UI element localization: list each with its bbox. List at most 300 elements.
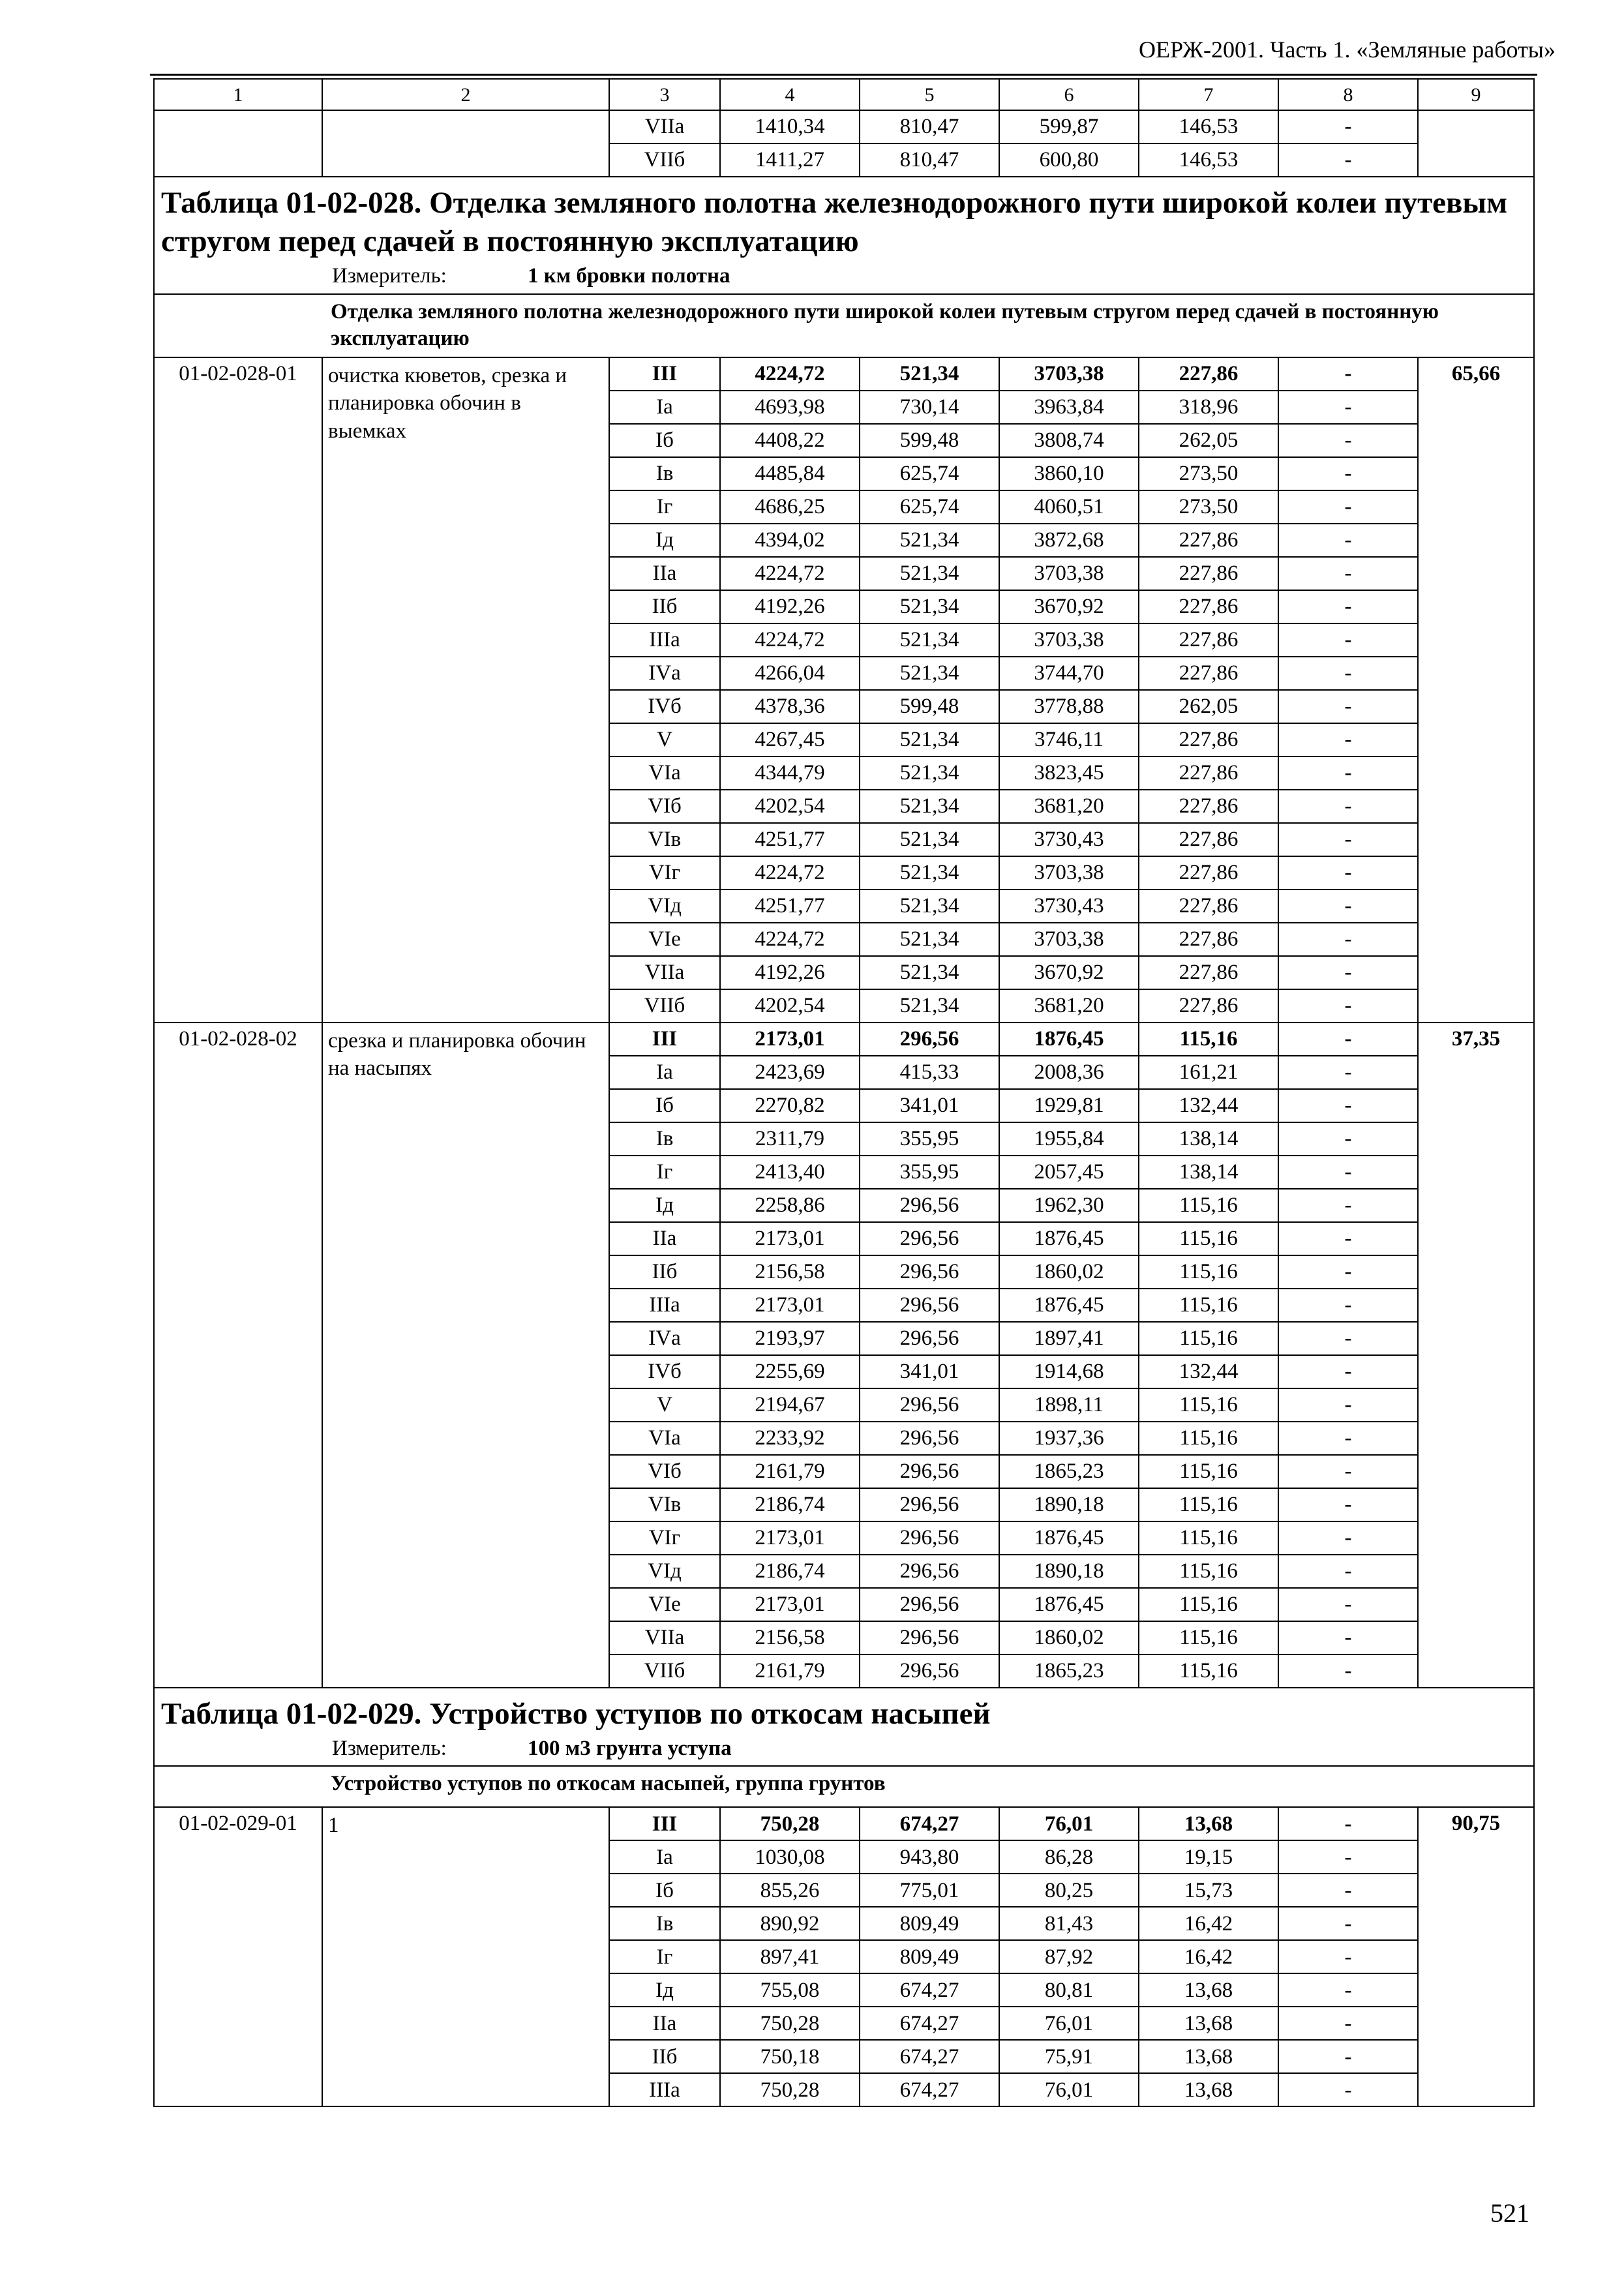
machinist-wage-cell: 115,16 [1139,1521,1278,1555]
materials-cost-cell: - [1278,1156,1418,1189]
machine-cost-cell: 1890,18 [999,1488,1139,1521]
machinist-wage-cell: 262,05 [1139,424,1278,457]
machinist-wage-cell: 115,16 [1139,1023,1278,1056]
total-cost-cell: 4224,72 [720,623,860,657]
total-cost-cell: 750,28 [720,2007,860,2040]
materials-cost-cell: - [1278,524,1418,557]
total-cost-cell: 2161,79 [720,1455,860,1488]
machinist-wage-cell: 115,16 [1139,1488,1278,1521]
machinist-wage-cell: 227,86 [1139,823,1278,856]
materials-cost-cell: - [1278,1973,1418,2007]
machinist-wage-cell: 15,73 [1139,1874,1278,1907]
region-group-cell: VIIа [609,1621,720,1654]
total-cost-cell: 750,28 [720,1807,860,1840]
total-cost-cell: 4202,54 [720,790,860,823]
region-group-cell: VIд [609,1555,720,1588]
page-number: 521 [1490,2198,1529,2228]
machine-cost-cell: 3670,92 [999,590,1139,623]
materials-cost-cell: - [1278,1455,1418,1488]
total-cost-cell: 2186,74 [720,1555,860,1588]
region-group-cell: Iб [609,424,720,457]
machine-cost-cell: 1955,84 [999,1122,1139,1156]
column-number: 5 [860,79,999,110]
labor-cost-cell: 521,34 [860,923,999,956]
materials-cost-cell: - [1278,1189,1418,1222]
machinist-wage-cell: 115,16 [1139,1388,1278,1422]
materials-cost-cell: - [1278,2073,1418,2106]
machine-cost-cell: 75,91 [999,2040,1139,2073]
total-cost-cell: 897,41 [720,1940,860,1973]
machinist-wage-cell: 273,50 [1139,457,1278,490]
total-cost-cell: 750,18 [720,2040,860,2073]
labor-cost-cell: 521,34 [860,557,999,590]
labor-cost-cell: 809,49 [860,1907,999,1940]
materials-cost-cell: - [1278,1654,1418,1688]
machinist-wage-cell: 115,16 [1139,1455,1278,1488]
machinist-wage-cell: 227,86 [1139,557,1278,590]
machinist-wage-cell: 115,16 [1139,1654,1278,1688]
machinist-wage-cell: 115,16 [1139,1222,1278,1255]
column-number: 9 [1418,79,1534,110]
region-group-cell: III [609,357,720,391]
materials-cost-cell: - [1278,1588,1418,1621]
region-group-cell: Iб [609,1874,720,1907]
labor-cost-cell: 625,74 [860,457,999,490]
machine-cost-cell: 1937,36 [999,1422,1139,1455]
materials-cost-cell: - [1278,690,1418,723]
region-group-cell: Iг [609,1156,720,1189]
machinist-wage-cell: 115,16 [1139,1189,1278,1222]
region-group-cell: VIе [609,1588,720,1621]
machine-cost-cell: 1898,11 [999,1388,1139,1422]
region-group-cell: VIе [609,923,720,956]
table-row [154,357,1534,391]
region-group-cell: IVб [609,690,720,723]
materials-cost-cell: - [1278,1521,1418,1555]
labor-cost-cell: 810,47 [860,143,999,177]
column-number: 4 [720,79,860,110]
labor-cost-cell: 674,27 [860,1973,999,2007]
materials-cost-cell: - [1278,1907,1418,1940]
machinist-wage-cell: 318,96 [1139,391,1278,424]
machine-cost-cell: 1929,81 [999,1089,1139,1122]
labor-cost-cell: 521,34 [860,357,999,391]
labor-cost-cell: 521,34 [860,956,999,989]
machine-cost-cell: 3670,92 [999,956,1139,989]
running-title: ОЕРЖ-2001. Часть 1. «Земляные работы» [1139,37,1556,63]
region-group-cell: Iд [609,1973,720,2007]
total-cost-cell: 4224,72 [720,856,860,890]
total-cost-cell: 4693,98 [720,391,860,424]
machine-cost-cell: 80,25 [999,1874,1139,1907]
total-cost-cell: 2258,86 [720,1189,860,1222]
machinist-wage-cell: 115,16 [1139,1422,1278,1455]
column-number: 7 [1139,79,1278,110]
table-title-row [154,177,1534,294]
materials-cost-cell: - [1278,110,1418,143]
machinist-wage-cell: 13,68 [1139,1807,1278,1840]
header-rule [150,74,1537,76]
norm-cell [1418,110,1534,177]
region-group-cell: VIIа [609,956,720,989]
labor-cost-cell: 521,34 [860,623,999,657]
measure-label: Измеритель: [332,264,447,288]
materials-cost-cell: - [1278,1874,1418,1907]
norm-cell: 37,35 [1418,1023,1534,1688]
materials-cost-cell: - [1278,1621,1418,1654]
machine-cost-cell: 3746,11 [999,723,1139,756]
machine-cost-cell: 76,01 [999,2073,1139,2106]
machinist-wage-cell: 16,42 [1139,1907,1278,1940]
region-group-cell: VIа [609,756,720,790]
machine-cost-cell: 600,80 [999,143,1139,177]
machine-cost-cell: 86,28 [999,1840,1139,1874]
materials-cost-cell: - [1278,756,1418,790]
labor-cost-cell: 296,56 [860,1455,999,1488]
machine-cost-cell: 80,81 [999,1973,1139,2007]
labor-cost-cell: 521,34 [860,657,999,690]
machinist-wage-cell: 227,86 [1139,590,1278,623]
machine-cost-cell: 1897,41 [999,1322,1139,1355]
machine-cost-cell: 1876,45 [999,1289,1139,1322]
machine-cost-cell: 3703,38 [999,856,1139,890]
machine-cost-cell: 599,87 [999,110,1139,143]
total-cost-cell: 2173,01 [720,1023,860,1056]
region-group-cell: IIIа [609,1289,720,1322]
table-title: Таблица 01-02-028. Отделка земляного полотна железнодорожного пути широкой колеи путевым стругом перед сдачей в постоянную эксплуатацию [161,186,1508,259]
total-cost-cell: 4686,25 [720,490,860,524]
materials-cost-cell: - [1278,823,1418,856]
labor-cost-cell: 296,56 [860,1289,999,1322]
total-cost-cell: 4408,22 [720,424,860,457]
region-group-cell: Iб [609,1089,720,1122]
machinist-wage-cell: 16,42 [1139,1940,1278,1973]
materials-cost-cell: - [1278,1255,1418,1289]
machine-cost-cell: 3808,74 [999,424,1139,457]
machinist-wage-cell: 115,16 [1139,1555,1278,1588]
labor-cost-cell: 355,95 [860,1156,999,1189]
machinist-wage-cell: 262,05 [1139,690,1278,723]
labor-cost-cell: 296,56 [860,1189,999,1222]
machinist-wage-cell: 227,86 [1139,923,1278,956]
machine-cost-cell: 2008,36 [999,1056,1139,1089]
region-group-cell: III [609,1023,720,1056]
machine-cost-cell: 1890,18 [999,1555,1139,1588]
table-row [154,110,1534,143]
region-group-cell: VIа [609,1422,720,1455]
table-title-row [154,1688,1534,1767]
materials-cost-cell: - [1278,557,1418,590]
table-subtitle: Устройство уступов по откосам насыпей, группа грунтов [154,1766,1534,1807]
labor-cost-cell: 674,27 [860,2073,999,2106]
column-number: 3 [609,79,720,110]
labor-cost-cell: 810,47 [860,110,999,143]
region-group-cell: VIг [609,856,720,890]
region-group-cell: VIб [609,790,720,823]
region-group-cell: VIIб [609,1654,720,1688]
machinist-wage-cell: 227,86 [1139,657,1278,690]
column-number: 1 [154,79,322,110]
region-group-cell: V [609,723,720,756]
machine-cost-cell: 1865,23 [999,1455,1139,1488]
total-cost-cell: 2156,58 [720,1255,860,1289]
measure-value: 100 м3 грунта уступа [528,1736,732,1760]
machine-cost-cell: 4060,51 [999,490,1139,524]
machinist-wage-cell: 227,86 [1139,790,1278,823]
total-cost-cell: 2186,74 [720,1488,860,1521]
region-group-cell: Iг [609,1940,720,1973]
code-cell [154,110,322,177]
machinist-wage-cell: 115,16 [1139,1322,1278,1355]
region-group-cell: VIг [609,1521,720,1555]
labor-cost-cell: 625,74 [860,490,999,524]
machine-cost-cell: 3703,38 [999,557,1139,590]
name-cell: очистка кюветов, срезка и планировка обочин в выемках [322,357,609,1023]
machinist-wage-cell: 115,16 [1139,1621,1278,1654]
total-cost-cell: 2193,97 [720,1322,860,1355]
materials-cost-cell: - [1278,1422,1418,1455]
total-cost-cell: 4251,77 [720,890,860,923]
machinist-wage-cell: 19,15 [1139,1840,1278,1874]
machinist-wage-cell: 273,50 [1139,490,1278,524]
machine-cost-cell: 3703,38 [999,623,1139,657]
region-group-cell: IIа [609,2007,720,2040]
machine-cost-cell: 3730,43 [999,890,1139,923]
machinist-wage-cell: 13,68 [1139,2007,1278,2040]
total-cost-cell: 4378,36 [720,690,860,723]
region-group-cell: IIIа [609,623,720,657]
labor-cost-cell: 730,14 [860,391,999,424]
labor-cost-cell: 521,34 [860,756,999,790]
labor-cost-cell: 521,34 [860,823,999,856]
region-group-cell: IIб [609,1255,720,1289]
column-number: 2 [322,79,609,110]
machine-cost-cell: 1914,68 [999,1355,1139,1388]
labor-cost-cell: 599,48 [860,690,999,723]
total-cost-cell: 4266,04 [720,657,860,690]
total-cost-cell: 2173,01 [720,1289,860,1322]
region-group-cell: Iг [609,490,720,524]
region-group-cell: Iв [609,1122,720,1156]
materials-cost-cell: - [1278,989,1418,1023]
materials-cost-cell: - [1278,923,1418,956]
total-cost-cell: 4394,02 [720,524,860,557]
materials-cost-cell: - [1278,457,1418,490]
labor-cost-cell: 296,56 [860,1388,999,1422]
labor-cost-cell: 415,33 [860,1056,999,1089]
machine-cost-cell: 1962,30 [999,1189,1139,1222]
labor-cost-cell: 521,34 [860,989,999,1023]
materials-cost-cell: - [1278,1807,1418,1840]
machine-cost-cell: 3681,20 [999,790,1139,823]
machine-cost-cell: 1876,45 [999,1521,1139,1555]
machinist-wage-cell: 146,53 [1139,143,1278,177]
machinist-wage-cell: 13,68 [1139,2040,1278,2073]
materials-cost-cell: - [1278,1023,1418,1056]
labor-cost-cell: 296,56 [860,1023,999,1056]
machinist-wage-cell: 115,16 [1139,1289,1278,1322]
materials-cost-cell: - [1278,391,1418,424]
labor-cost-cell: 599,48 [860,424,999,457]
total-cost-cell: 4202,54 [720,989,860,1023]
machine-cost-cell: 1865,23 [999,1654,1139,1688]
machine-cost-cell: 3778,88 [999,690,1139,723]
materials-cost-cell: - [1278,1089,1418,1122]
machine-cost-cell: 3681,20 [999,989,1139,1023]
total-cost-cell: 2194,67 [720,1388,860,1422]
measure-label: Измеритель: [332,1736,447,1760]
machine-cost-cell: 3703,38 [999,923,1139,956]
total-cost-cell: 4192,26 [720,956,860,989]
materials-cost-cell: - [1278,723,1418,756]
region-group-cell: III [609,1807,720,1840]
machine-cost-cell: 1860,02 [999,1621,1139,1654]
measure-row [161,263,1527,290]
machine-cost-cell: 81,43 [999,1907,1139,1940]
region-group-cell: IVа [609,1322,720,1355]
machinist-wage-cell: 227,86 [1139,856,1278,890]
materials-cost-cell: - [1278,1355,1418,1388]
total-cost-cell: 4224,72 [720,923,860,956]
labor-cost-cell: 296,56 [860,1488,999,1521]
labor-cost-cell: 296,56 [860,1222,999,1255]
machinist-wage-cell: 13,68 [1139,1973,1278,2007]
total-cost-cell: 4192,26 [720,590,860,623]
machine-cost-cell: 1876,45 [999,1222,1139,1255]
labor-cost-cell: 809,49 [860,1940,999,1973]
labor-cost-cell: 943,80 [860,1840,999,1874]
region-group-cell: VIIа [609,110,720,143]
machine-cost-cell: 3703,38 [999,357,1139,391]
labor-cost-cell: 296,56 [860,1654,999,1688]
machine-cost-cell: 1876,45 [999,1023,1139,1056]
machine-cost-cell: 2057,45 [999,1156,1139,1189]
labor-cost-cell: 521,34 [860,590,999,623]
total-cost-cell: 855,26 [720,1874,860,1907]
region-group-cell: VIб [609,1455,720,1488]
materials-cost-cell: - [1278,956,1418,989]
machinist-wage-cell: 13,68 [1139,2073,1278,2106]
name-cell: 1 [322,1807,609,2106]
materials-cost-cell: - [1278,2007,1418,2040]
total-cost-cell: 2233,92 [720,1422,860,1455]
machine-cost-cell: 87,92 [999,1940,1139,1973]
machinist-wage-cell: 227,86 [1139,989,1278,1023]
region-group-cell: VIIб [609,989,720,1023]
region-group-cell: IIIа [609,2073,720,2106]
labor-cost-cell: 521,34 [860,524,999,557]
machinist-wage-cell: 227,86 [1139,756,1278,790]
code-cell: 01-02-029-01 [154,1807,322,2106]
labor-cost-cell: 296,56 [860,1555,999,1588]
materials-cost-cell: - [1278,1840,1418,1874]
total-cost-cell: 2413,40 [720,1156,860,1189]
table-title-cell [154,1688,1534,1767]
labor-cost-cell: 521,34 [860,890,999,923]
region-group-cell: IIа [609,1222,720,1255]
labor-cost-cell: 296,56 [860,1255,999,1289]
total-cost-cell: 1030,08 [720,1840,860,1874]
total-cost-cell: 4224,72 [720,357,860,391]
region-group-cell: Iв [609,1907,720,1940]
measure-row [161,1736,1527,1762]
labor-cost-cell: 296,56 [860,1322,999,1355]
materials-cost-cell: - [1278,657,1418,690]
labor-cost-cell: 521,34 [860,856,999,890]
code-cell: 01-02-028-01 [154,357,322,1023]
materials-cost-cell: - [1278,1289,1418,1322]
total-cost-cell: 755,08 [720,1973,860,2007]
region-group-cell: Iа [609,1840,720,1874]
machine-cost-cell: 1860,02 [999,1255,1139,1289]
total-cost-cell: 2270,82 [720,1089,860,1122]
region-group-cell: Iд [609,1189,720,1222]
total-cost-cell: 1410,34 [720,110,860,143]
price-table [153,78,1535,2107]
total-cost-cell: 2311,79 [720,1122,860,1156]
materials-cost-cell: - [1278,490,1418,524]
labor-cost-cell: 341,01 [860,1089,999,1122]
region-group-cell: Iд [609,524,720,557]
labor-cost-cell: 674,27 [860,2007,999,2040]
total-cost-cell: 2173,01 [720,1588,860,1621]
machinist-wage-cell: 115,16 [1139,1255,1278,1289]
region-group-cell: IIб [609,590,720,623]
machinist-wage-cell: 227,86 [1139,623,1278,657]
machinist-wage-cell: 132,44 [1139,1355,1278,1388]
total-cost-cell: 4251,77 [720,823,860,856]
machine-cost-cell: 1876,45 [999,1588,1139,1621]
machinist-wage-cell: 227,86 [1139,524,1278,557]
materials-cost-cell: - [1278,1555,1418,1588]
labor-cost-cell: 296,56 [860,1521,999,1555]
materials-cost-cell: - [1278,424,1418,457]
table-row [154,1023,1534,1056]
labor-cost-cell: 775,01 [860,1874,999,1907]
column-number: 6 [999,79,1139,110]
materials-cost-cell: - [1278,2040,1418,2073]
region-group-cell: Iв [609,457,720,490]
materials-cost-cell: - [1278,856,1418,890]
table-row [154,1807,1534,1840]
total-cost-cell: 2161,79 [720,1654,860,1688]
column-number: 8 [1278,79,1418,110]
total-cost-cell: 2173,01 [720,1521,860,1555]
region-group-cell: IIб [609,2040,720,2073]
materials-cost-cell: - [1278,623,1418,657]
region-group-cell: IVа [609,657,720,690]
table-title-cell [154,177,1534,294]
region-group-cell: VIIб [609,143,720,177]
machinist-wage-cell: 132,44 [1139,1089,1278,1122]
total-cost-cell: 2423,69 [720,1056,860,1089]
materials-cost-cell: - [1278,1056,1418,1089]
norm-cell: 90,75 [1418,1807,1534,2106]
measure-value: 1 км бровки полотна [528,264,730,288]
region-group-cell: IVб [609,1355,720,1388]
total-cost-cell: 4267,45 [720,723,860,756]
total-cost-cell: 2255,69 [720,1355,860,1388]
labor-cost-cell: 521,34 [860,790,999,823]
norm-cell: 65,66 [1418,357,1534,1023]
labor-cost-cell: 296,56 [860,1621,999,1654]
materials-cost-cell: - [1278,1122,1418,1156]
machine-cost-cell: 76,01 [999,1807,1139,1840]
materials-cost-cell: - [1278,1388,1418,1422]
region-group-cell: V [609,1388,720,1422]
total-cost-cell: 890,92 [720,1907,860,1940]
labor-cost-cell: 296,56 [860,1588,999,1621]
